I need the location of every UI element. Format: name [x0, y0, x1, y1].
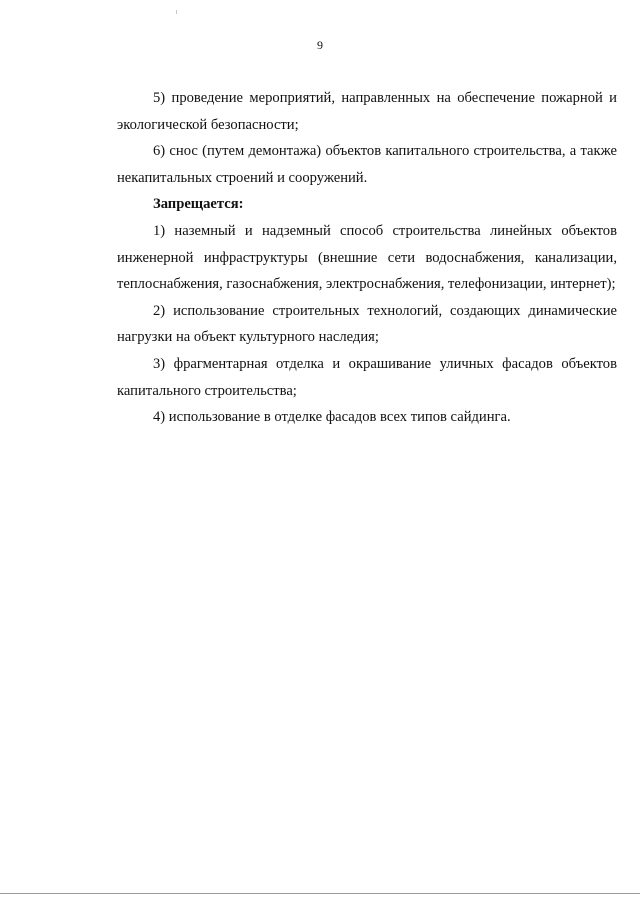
- page-bottom-edge: [0, 893, 640, 894]
- list-item-dynamic-loads: 2) использование строительных технологий, создающих динамические нагрузки на объект культурного наследия;: [117, 302, 617, 346]
- list-item-siding: 4) использование в отделке фасадов всех типов сайдинга.: [153, 409, 511, 426]
- section-heading-prohibited: Запрещается:: [153, 196, 244, 213]
- scan-artifact: [176, 10, 177, 14]
- document-body: [117, 85, 617, 431]
- page-number: 9: [317, 38, 323, 52]
- list-item-fire-ecology-safety: 5) проведение мероприятий, направленных на обеспечение пожарной и экологической безопасности;: [117, 90, 617, 133]
- list-item-facade-finishing: 3) фрагментарная отделка и окрашивание уличных фасадов объектов капитального строительства;: [117, 355, 617, 399]
- list-item-linear-infrastructure: 1) наземный и надземный способ строительства линейных объектов инженерной инфраструктуры (внешние сети водоснабжения, канализации, теплоснабжения, газоснабжения, электроснабжения, телефонизации, интернет);: [117, 222, 617, 293]
- list-item-demolition: 6) снос (путем демонтажа) объектов капитального строительства, а также некапитальных строений и сооружений.: [117, 143, 617, 186]
